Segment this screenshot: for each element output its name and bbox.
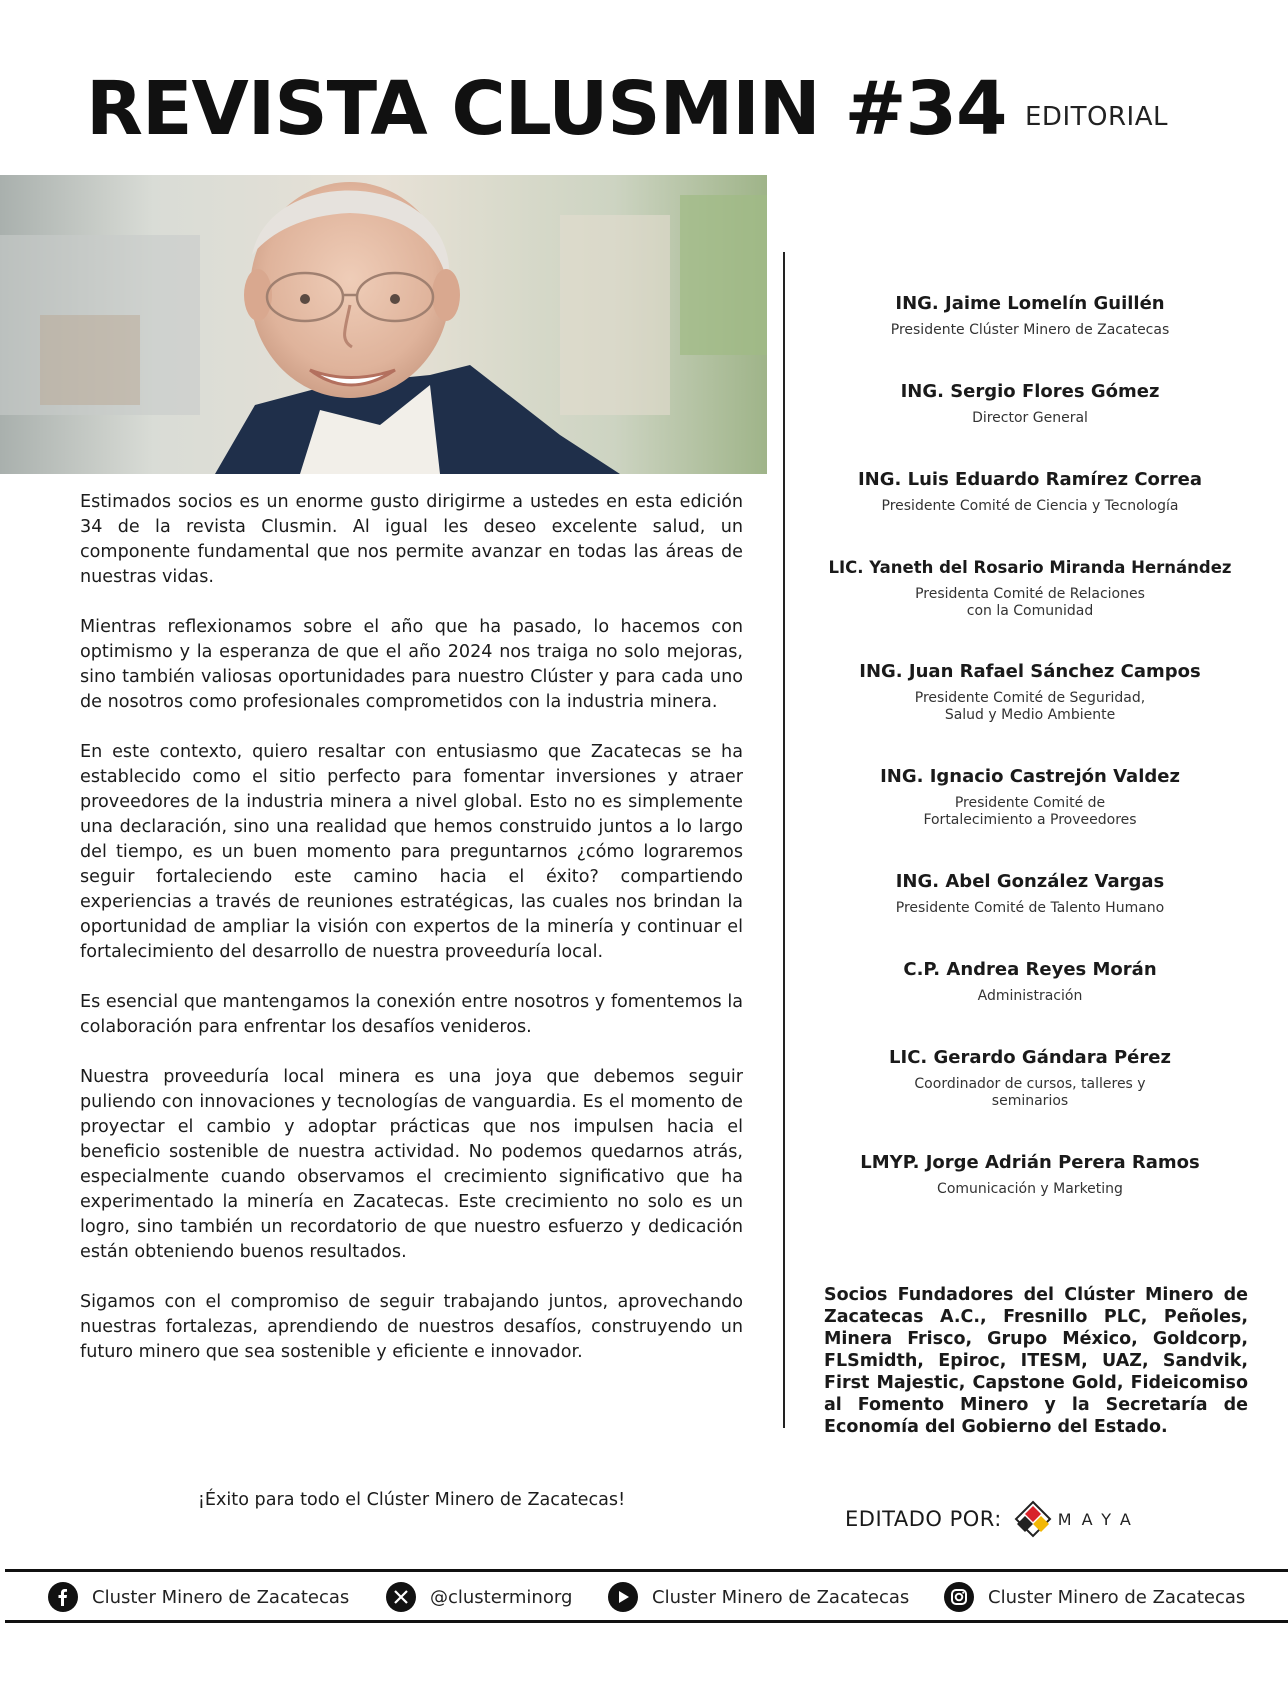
maya-diamond-icon <box>1014 1500 1052 1538</box>
social-youtube[interactable] <box>608 1580 909 1614</box>
founding-partners: Socios Fundadores del Clúster Minero de Zacatecas A.C., Fresnillo PLC, Peñoles, Minera Frisco, Grupo México, Goldcorp, FLSmidth, Epiroc, ITESM, UAZ, Sandvik, First Majestic, Capstone Gold, Fideicomiso al Fomento Minero y la Secretaría de Economía del Gobierno del Estado. <box>824 1285 1248 1437</box>
member-name: ING. Luis Eduardo Ramírez Correa <box>857 469 1203 490</box>
social-footer <box>48 1580 1268 1614</box>
edited-by-label: EDITADO POR: <box>845 1507 1002 1531</box>
social-handle: @clusterminorg <box>430 1586 573 1608</box>
member-role: Coordinador de cursos, talleres y seminarios <box>914 1076 1146 1109</box>
instagram-icon <box>944 1582 974 1612</box>
footer-rule-bottom <box>5 1620 1288 1623</box>
member-name: ING. Juan Rafael Sánchez Campos <box>859 661 1201 682</box>
member-entry <box>820 468 1240 515</box>
social-x[interactable] <box>386 1580 572 1614</box>
maya-logo <box>1014 1500 1141 1538</box>
member-role: Director General <box>972 410 1088 426</box>
editorial-body <box>80 490 743 1390</box>
member-entry <box>820 870 1240 917</box>
section-label: EDITORIAL <box>1025 102 1168 132</box>
social-instagram[interactable] <box>944 1580 1245 1614</box>
column-divider <box>783 252 785 1428</box>
paragraph: Sigamos con el compromiso de seguir trabajando juntos, aprovechando nuestras fortalezas, aprendiendo de nuestros desafíos, construyendo un futuro minero que sea sostenible y eficiente e innovador. <box>80 1292 743 1362</box>
member-name: ING. Abel González Vargas <box>895 871 1165 892</box>
paragraph: Estimados socios es un enorme gusto dirigirme a ustedes en esta edición 34 de la revista Clusmin. Al igual les deseo excelente salud, un componente fundamental que nos permite avanzar en todas las áreas de nuestras vidas. <box>80 492 743 587</box>
member-entry <box>820 556 1240 620</box>
footer-rule-top <box>5 1569 1288 1572</box>
member-entry <box>820 958 1240 1005</box>
member-entry <box>820 1151 1240 1198</box>
member-name: C.P. Andrea Reyes Morán <box>903 959 1157 980</box>
social-handle: Cluster Minero de Zacatecas <box>652 1586 910 1608</box>
paragraph: Es esencial que mantengamos la conexión entre nosotros y fomentemos la colaboración para enfrentar los desafíos venideros. <box>80 992 743 1037</box>
youtube-icon <box>608 1582 638 1612</box>
member-name: ING. Jaime Lomelín Guillén <box>895 293 1165 314</box>
member-entry <box>820 380 1240 427</box>
member-role: Presidente Comité de Ciencia y Tecnología <box>881 498 1179 514</box>
member-entry <box>820 1046 1240 1110</box>
paragraph: Mientras reflexionamos sobre el año que ha pasado, lo hacemos con optimismo y la esperanza de que el año 2024 nos traiga no solo mejoras, sino también valiosas oportunidades para nuestro Clúster y para cada uno de nosotros como profesionales comprometidos con la industria minera. <box>80 617 743 712</box>
member-role: Presidenta Comité de Relaciones con la Comunidad <box>915 586 1145 619</box>
member-role: Comunicación y Marketing <box>937 1181 1123 1197</box>
maya-brand: MAYA <box>1057 1509 1141 1529</box>
portrait-photo <box>0 175 767 474</box>
member-name: ING. Ignacio Castrejón Valdez <box>880 766 1180 787</box>
social-facebook[interactable] <box>48 1580 349 1614</box>
member-name: LIC. Yaneth del Rosario Miranda Hernández <box>828 558 1232 577</box>
edited-by <box>845 1500 1141 1538</box>
member-entry <box>820 292 1240 339</box>
member-role: Presidente Clúster Minero de Zacatecas <box>890 322 1170 338</box>
facebook-icon <box>48 1582 78 1612</box>
member-role: Presidente Comité de Talento Humano <box>895 900 1165 916</box>
paragraph: Nuestra proveeduría local minera es una joya que debemos seguir puliendo con innovaciones y tecnologías de vanguardia. Es el momento de proyectar el cambio y adoptar prácticas que nos impulsen hacia el beneficio sostenible de nuestra actividad. No podemos quedarnos atrás, especialmente cuando observamos el crecimiento significativo que ha experimentado la minería en Zacatecas. Este crecimiento no solo es un logro, sino también un recordatorio de que nuestro esfuerzo y dedicación están obteniendo buenos resultados. <box>80 1067 743 1262</box>
member-name: LMYP. Jorge Adrián Perera Ramos <box>860 1152 1200 1173</box>
social-handle: Cluster Minero de Zacatecas <box>92 1586 350 1608</box>
member-name: LIC. Gerardo Gándara Pérez <box>889 1047 1171 1068</box>
member-entry <box>820 765 1240 829</box>
social-handle: Cluster Minero de Zacatecas <box>988 1586 1246 1608</box>
member-role: Presidente Comité de Fortalecimiento a Proveedores <box>923 795 1137 828</box>
member-entry <box>820 660 1240 724</box>
member-role: Presidente Comité de Seguridad, Salud y Medio Ambiente <box>914 690 1146 723</box>
member-name: ING. Sergio Flores Gómez <box>900 381 1160 402</box>
x-icon <box>386 1582 416 1612</box>
magazine-title: REVISTA CLUSMIN #34 <box>86 66 1007 152</box>
paragraph: En este contexto, quiero resaltar con entusiasmo que Zacatecas se ha establecido como el sitio perfecto para fomentar inversiones y atraer proveedores de la industria minera a nivel global. Esto no es simplemente una declaración, sino una realidad que hemos construido juntos a lo largo del tiempo, es un buen momento para preguntarnos ¿cómo lograremos seguir fortaleciendo este camino hacia el éxito? compartiendo experiencias a través de reuniones estratégicas, las cuales nos brindan la oportunidad de ampliar la visión con expertos de la minería y continuar el fortalecimiento del desarrollo de nuestra proveeduría local. <box>80 742 743 962</box>
member-role: Administración <box>977 988 1083 1004</box>
closing-line: ¡Éxito para todo el Clúster Minero de Zacatecas! <box>197 1490 626 1510</box>
